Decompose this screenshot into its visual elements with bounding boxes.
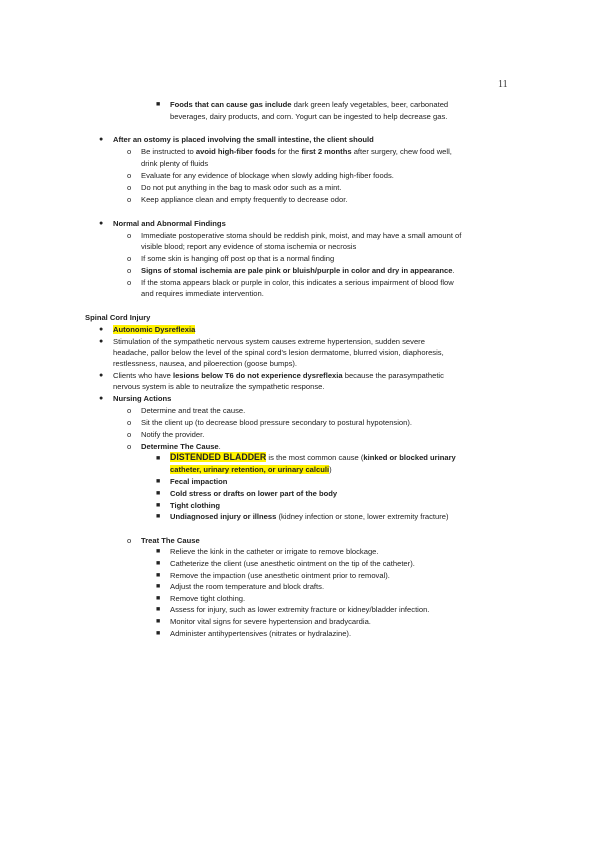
circle-bullet-icon: o [127,406,132,415]
cause-fecal-impaction: Fecal impaction [170,477,228,486]
treat-item-1: Relieve the kink in the catheter or irrigate to remove blockage. [170,547,379,556]
treat-item-7: Monitor vital signs for severe hypertension and bradycardia. [170,617,371,626]
square-bullet-icon: ■ [156,502,161,509]
page-number: 11 [498,79,508,90]
cause-distended-bladder-cont: catheter, urinary retention, or urinary calculi) [170,465,332,474]
findings-item-1: Immediate postoperative stoma should be reddish pink, moist, and may have a small amount of [141,231,462,240]
treat-item-5: Remove tight clothing. [170,594,246,603]
circle-bullet-icon: o [127,442,132,451]
nursing-actions-heading: Nursing Actions [113,394,172,403]
ostomy-item-2: Evaluate for any evidence of blockage when slowly adding high-fiber foods. [141,171,394,180]
treat-item-3: Remove the impaction (use anesthetic ointment prior to removal). [170,571,390,580]
square-bullet-icon: ■ [156,630,161,637]
disc-bullet-icon: ● [99,372,104,379]
disc-bullet-icon: ● [99,395,104,402]
square-bullet-icon: ■ [156,490,161,497]
disc-bullet-icon: ● [99,326,104,333]
square-bullet-icon: ■ [156,572,161,579]
findings-item-1-cont: visible blood; report any evidence of stoma ischemia or necrosis [141,242,357,251]
treat-item-2: Catheterize the client (use anesthetic ointment on the tip of the catheter). [170,559,415,568]
treat-item-8: Administer antihypertensives (nitrates or hydralazine). [170,629,352,638]
circle-bullet-icon: o [127,171,132,180]
circle-bullet-icon: o [127,430,132,439]
square-bullet-icon: ■ [156,478,161,485]
ostomy-item-1-cont: drink plenty of fluids [141,159,209,168]
stimulation-line-2: headache, pallor below the level of the spinal cord's lesion dermatome, blurred vision, diaphoresis, [113,348,444,357]
square-bullet-icon: ■ [156,548,161,555]
circle-bullet-icon: o [127,536,132,545]
nursing-action-3: Notify the provider. [141,430,205,439]
circle-bullet-icon: o [127,266,132,275]
nursing-action-4: Determine The Cause. [141,442,221,451]
circle-bullet-icon: o [127,254,132,263]
nursing-action-1: Determine and treat the cause. [141,406,246,415]
ostomy-item-4: Keep appliance clean and empty frequently to decrease odor. [141,195,348,204]
cause-cold-stress: Cold stress or drafts on lower part of the body [170,489,338,498]
stimulation-line-3: restlessness, nausea, and piloerection (goose bumps). [113,359,298,368]
clients-line-1: Clients who have lesions below T6 do not experience dysreflexia because the parasympathetic [113,371,444,380]
findings-item-3: Signs of stomal ischemia are pale pink or bluish/purple in color and dry in appearance. [141,266,455,275]
circle-bullet-icon: o [127,195,132,204]
stimulation-line-1: Stimulation of the sympathetic nervous system causes extreme hypertension, sudden severe [113,337,425,346]
square-bullet-icon: ■ [156,606,161,613]
circle-bullet-icon: o [127,183,132,192]
disc-bullet-icon: ● [99,220,104,227]
square-bullet-icon: ■ [156,618,161,625]
square-bullet-icon: ■ [156,583,161,590]
gas-foods-line-1: Foods that can cause gas include dark green leafy vegetables, beer, carbonated [170,100,449,109]
circle-bullet-icon: o [127,231,132,240]
treat-heading: Treat The Cause [141,536,200,545]
disc-bullet-icon: ● [99,338,104,345]
autonomic-dysreflexia: Autonomic Dysreflexia [113,325,196,334]
findings-item-4: If the stoma appears black or purple in color, this indicates a serious impairment of blood flow [141,278,454,287]
findings-item-4-cont: and requires immediate intervention. [141,289,264,298]
square-bullet-icon: ■ [156,560,161,567]
gas-foods-line-2: beverages, dairy products, and corn. Yogurt can be ingested to help decrease gas. [170,112,448,121]
square-bullet-icon: ■ [156,513,161,520]
circle-bullet-icon: o [127,147,132,156]
cause-distended-bladder: DISTENDED BLADDER is the most common cause (kinked or blocked urinary [170,452,456,462]
sci-heading: Spinal Cord Injury [85,313,151,322]
cause-tight-clothing: Tight clothing [170,501,221,510]
cause-undiagnosed: Undiagnosed injury or illness (kidney infection or stone, lower extremity fracture) [170,512,449,521]
treat-item-6: Assess for injury, such as lower extremity fracture or kidney/bladder infection. [170,605,430,614]
circle-bullet-icon: o [127,418,132,427]
treat-item-4: Adjust the room temperature and block drafts. [170,582,325,591]
ostomy-item-3: Do not put anything in the bag to mask odor such as a mint. [141,183,342,192]
disc-bullet-icon: ● [99,136,104,143]
nursing-action-2: Sit the client up (to decrease blood pressure secondary to postural hypotension). [141,418,413,427]
square-bullet-icon: ■ [156,455,161,462]
clients-line-2: nervous system is able to neutralize the sympathetic response. [113,382,325,391]
findings-heading: Normal and Abnormal Findings [113,219,226,228]
square-bullet-icon: ■ [156,595,161,602]
ostomy-item-1: Be instructed to avoid high-fiber foods for the first 2 months after surgery, chew food well, [141,147,452,156]
square-bullet-icon: ■ [156,101,161,108]
findings-item-2: If some skin is hanging off post op that is a normal finding [141,254,335,263]
circle-bullet-icon: o [127,278,132,287]
ostomy-heading: After an ostomy is placed involving the small intestine, the client should [113,135,374,144]
